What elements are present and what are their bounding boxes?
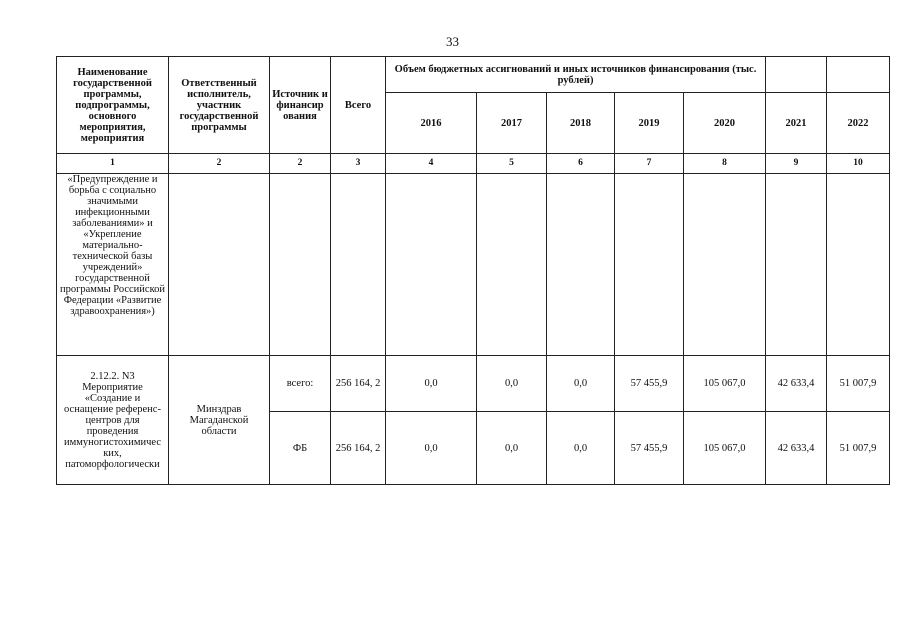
header-row-1 xyxy=(57,57,890,93)
header-total: Всего xyxy=(331,57,386,154)
empty-cell xyxy=(477,174,547,356)
year-2016: 2016 xyxy=(386,93,477,154)
header-empty-2 xyxy=(827,57,890,93)
column-number: 10 xyxy=(827,154,890,174)
empty-cell xyxy=(615,174,684,356)
year-2020: 2020 xyxy=(684,93,766,154)
header-name: Наименование государственной программы, подпрограммы, основного мероприятия, мероприятия xyxy=(57,57,169,154)
column-number: 9 xyxy=(766,154,827,174)
empty-cell xyxy=(547,174,615,356)
year-2017: 2017 xyxy=(477,93,547,154)
empty-cell xyxy=(270,174,331,356)
value-2019: 57 455,9 xyxy=(615,412,684,485)
value-2016: 0,0 xyxy=(386,412,477,485)
column-number: 2 xyxy=(270,154,331,174)
source-total: всего: xyxy=(270,356,331,412)
column-number: 4 xyxy=(386,154,477,174)
column-number: 8 xyxy=(684,154,766,174)
measure-name: 2.12.2. N3 Мероприятие «Создание и оснащение референс-центров для проведения иммуногистохимичес ких, патоморфологически xyxy=(57,356,169,485)
year-2019: 2019 xyxy=(615,93,684,154)
column-number: 7 xyxy=(615,154,684,174)
empty-cell xyxy=(169,174,270,356)
value-2016: 0,0 xyxy=(386,356,477,412)
value-2017: 0,0 xyxy=(477,412,547,485)
total-value: 256 164, 2 xyxy=(331,356,386,412)
value-2021: 42 633,4 xyxy=(766,356,827,412)
header-executor: Ответственный исполнитель, участник государственной программы xyxy=(169,57,270,154)
column-number: 2 xyxy=(169,154,270,174)
continuation-row xyxy=(57,174,890,356)
measure-executor: Минздрав Магаданской области xyxy=(169,356,270,485)
total-value: 256 164, 2 xyxy=(331,412,386,485)
header-empty-1 xyxy=(766,57,827,93)
value-2017: 0,0 xyxy=(477,356,547,412)
page-number: 33 xyxy=(446,34,459,49)
year-2021: 2021 xyxy=(766,93,827,154)
table-row-total xyxy=(57,356,890,412)
continuation-text: «Предупреждение и борьба с социально значимыми инфекционными заболеваниями» и «Укрепление материально-технической базы учреждений» государственной программы Российской Федерации «Развитие здравоохранения») xyxy=(57,174,169,356)
column-number: 5 xyxy=(477,154,547,174)
empty-cell xyxy=(766,174,827,356)
value-2022: 51 007,9 xyxy=(827,356,890,412)
empty-cell xyxy=(331,174,386,356)
column-number: 6 xyxy=(547,154,615,174)
value-2020: 105 067,0 xyxy=(684,412,766,485)
empty-cell xyxy=(827,174,890,356)
header-source: Источник и финансир ования xyxy=(270,57,331,154)
empty-cell xyxy=(386,174,477,356)
column-number: 3 xyxy=(331,154,386,174)
value-2021: 42 633,4 xyxy=(766,412,827,485)
value-2022: 51 007,9 xyxy=(827,412,890,485)
column-number: 1 xyxy=(57,154,169,174)
value-2018: 0,0 xyxy=(547,356,615,412)
empty-cell xyxy=(684,174,766,356)
value-2020: 105 067,0 xyxy=(684,356,766,412)
year-2018: 2018 xyxy=(547,93,615,154)
header-volume: Объем бюджетных ассигнований и иных источников финансирования (тыс. рублей) xyxy=(386,57,766,93)
value-2018: 0,0 xyxy=(547,412,615,485)
source-fb: ФБ xyxy=(270,412,331,485)
value-2019: 57 455,9 xyxy=(615,356,684,412)
budget-table xyxy=(56,56,890,485)
column-number-row xyxy=(57,154,890,174)
year-2022: 2022 xyxy=(827,93,890,154)
